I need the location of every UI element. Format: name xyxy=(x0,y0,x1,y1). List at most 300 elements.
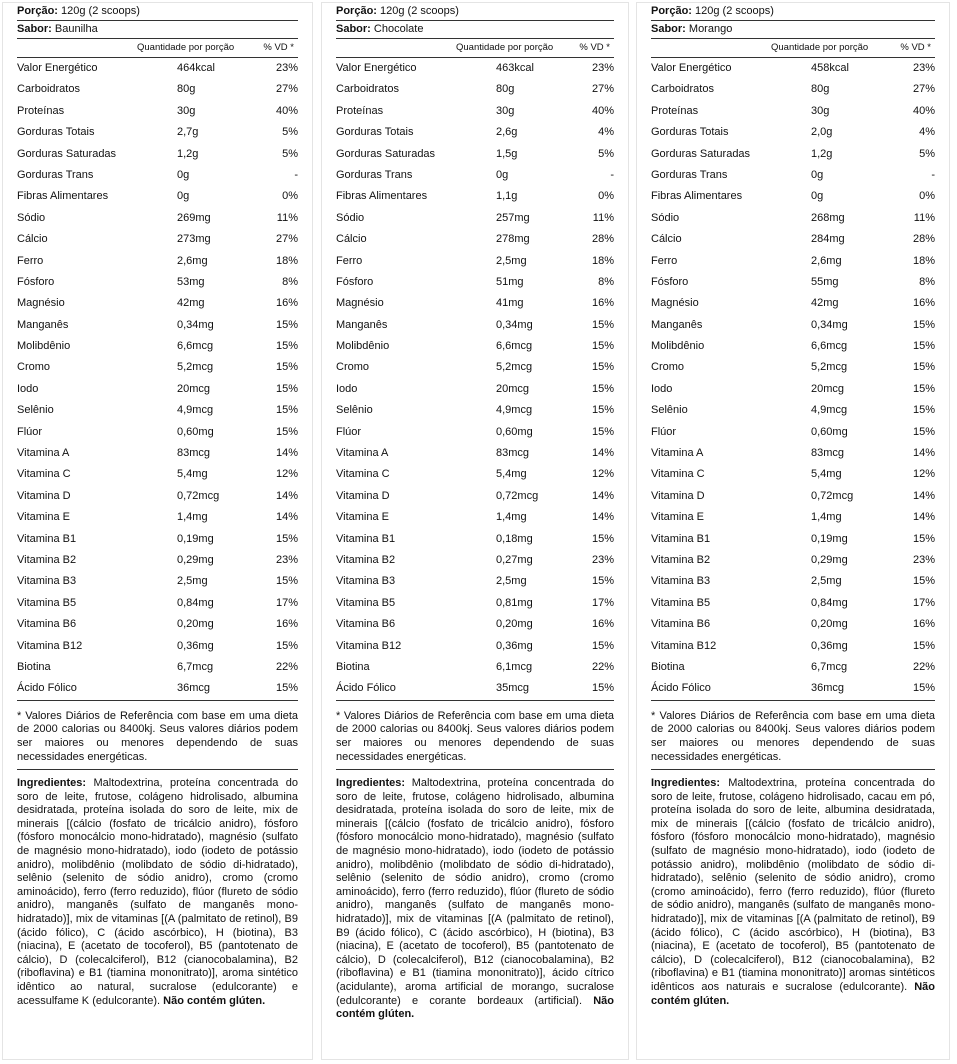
nutrient-name: Carboidratos xyxy=(336,83,399,96)
table-row xyxy=(17,293,298,314)
table-row xyxy=(17,678,298,699)
nutrient-name: Vitamina B12 xyxy=(17,639,83,652)
nutrient-name: Biotina xyxy=(651,660,685,673)
column-header-quantity: Quantidade por porção xyxy=(456,42,554,53)
flavor-label: Sabor: xyxy=(17,23,52,35)
table-row xyxy=(651,422,935,443)
nutrient-name: Gorduras Totais xyxy=(336,126,414,139)
nutrient-amount: 0,84mg xyxy=(811,596,848,609)
nutrient-daily-value: 15% xyxy=(912,682,935,695)
nutrient-amount: 42mg xyxy=(811,297,839,310)
nutrient-name: Fósforo xyxy=(651,275,689,288)
table-row xyxy=(336,443,614,464)
table-row xyxy=(17,400,298,421)
nutrient-daily-value: 17% xyxy=(591,596,614,609)
nutrient-amount: 0,19mg xyxy=(177,532,214,545)
nutrient-daily-value: 27% xyxy=(591,83,614,96)
table-row xyxy=(17,251,298,272)
table-row xyxy=(336,422,614,443)
table-row xyxy=(651,144,935,165)
nutrient-amount: 0,34mg xyxy=(496,318,533,331)
nutrient-daily-value: 16% xyxy=(275,297,298,310)
nutrient-daily-value: 16% xyxy=(275,618,298,631)
nutrient-name: Magnésio xyxy=(651,297,699,310)
nutrient-amount: 0,36mg xyxy=(177,639,214,652)
nutrient-name: Molibdênio xyxy=(17,340,71,353)
nutrient-amount: 0,29mg xyxy=(811,553,848,566)
table-row xyxy=(17,144,298,165)
table-row xyxy=(17,336,298,357)
flavor-value: Morango xyxy=(688,23,733,35)
nutrient-name: Flúor xyxy=(336,425,362,438)
nutrient-amount: 0,72mcg xyxy=(811,489,854,502)
table-row xyxy=(651,79,935,100)
nutrient-daily-value: 15% xyxy=(591,425,614,438)
nutrient-amount: 20mcg xyxy=(496,382,530,395)
nutrient-amount: 30g xyxy=(811,104,830,117)
nutrient-daily-value: 40% xyxy=(912,104,935,117)
nutrient-daily-value: - xyxy=(610,168,614,181)
nutrient-amount: 0g xyxy=(496,168,509,181)
nutrient-amount: 4,9mcg xyxy=(496,404,533,417)
nutrient-amount: 5,4mg xyxy=(496,468,527,481)
table-row xyxy=(336,165,614,186)
table-row xyxy=(336,79,614,100)
nutrition-panel xyxy=(636,2,950,1060)
nutrient-amount: 51mg xyxy=(496,275,524,288)
table-row xyxy=(651,229,935,250)
table-row xyxy=(336,550,614,571)
nutrient-daily-value: 15% xyxy=(912,340,935,353)
nutrient-daily-value: 15% xyxy=(591,340,614,353)
nutrient-name: Ácido Fólico xyxy=(651,682,711,695)
portion-label: Porção: xyxy=(336,5,377,17)
table-row xyxy=(17,186,298,207)
nutrient-daily-value: 8% xyxy=(282,275,298,288)
nutrient-daily-value: 11% xyxy=(276,211,298,224)
nutrient-daily-value: 14% xyxy=(912,511,935,524)
nutrient-amount: 1,2g xyxy=(811,147,833,160)
nutrient-name: Vitamina B5 xyxy=(336,596,396,609)
table-row xyxy=(336,251,614,272)
nutrient-name: Vitamina B6 xyxy=(336,618,396,631)
nutrient-amount: 6,1mcg xyxy=(496,660,533,673)
nutrient-daily-value: 16% xyxy=(591,297,614,310)
nutrient-name: Vitamina B3 xyxy=(336,575,396,588)
nutrient-daily-value: 14% xyxy=(591,447,614,460)
nutrient-daily-value: 8% xyxy=(598,275,614,288)
nutrient-amount: 1,4mg xyxy=(811,511,842,524)
nutrient-name: Ácido Fólico xyxy=(336,682,396,695)
nutrient-daily-value: 27% xyxy=(275,83,298,96)
nutrient-daily-value: 23% xyxy=(912,553,935,566)
nutrient-amount: 83mcg xyxy=(811,447,845,460)
table-row xyxy=(336,272,614,293)
table-row xyxy=(17,636,298,657)
nutrient-amount: 1,4mg xyxy=(496,511,527,524)
nutrient-amount: 278mg xyxy=(496,233,530,246)
nutrient-amount: 5,2mcg xyxy=(177,361,214,374)
daily-value-footnote: * Valores Diários de Referência com base em uma dieta de 2000 calorias ou 8400kj. Seus valores diários podem ser maiores ou menores dependendo de suas necessidades energéticas. xyxy=(651,710,935,770)
nutrient-name: Vitamina B3 xyxy=(17,575,77,588)
flavor-label: Sabor: xyxy=(336,23,371,35)
flavor-line xyxy=(17,21,298,39)
nutrient-amount: 5,2mcg xyxy=(811,361,848,374)
nutrient-name: Ácido Fólico xyxy=(17,682,77,695)
nutrient-name: Vitamina B3 xyxy=(651,575,711,588)
nutrient-daily-value: 17% xyxy=(912,596,935,609)
nutrient-name: Vitamina A xyxy=(17,447,70,460)
nutrient-name: Biotina xyxy=(336,660,370,673)
nutrient-amount: 257mg xyxy=(496,211,530,224)
nutrient-daily-value: 28% xyxy=(591,233,614,246)
ingredients-list: Maltodextrina, proteína concentrada do soro de leite, frutose, colágeno hidrolisado, albumina desidratada, proteína isolada do soro de leite, mix de minerais [(cálcio (fosfato de tricálcio anidro), fósforo (fósforo monocálcio mono-hidratado), magnésio (sulfato de magnésio mono-hidratado), iodo (iodeto de potássio anidro), molibdênio (molibdato de sódio di-hidratado), selênio (selenito de sódio anidro), cromo (cromo aminoácido), ferro (ferro reduzido), flúor (flureto de sódio anidro), manganês (sulfato de manganês mono-hidratado)], mix de vitaminas [(A (palmitato de retinol), B9 (ácido fólico), C (ácido ascórbico), H (biotina), B3 (niacina), E (acetato de tocoferol), B5 (pantotenato de cálcio), D (colecalciferol), B12 (cianocobalamina), B2 (riboflavina) e B1 (tiamina mononitrato)], ácido cítrico (acidulante), aroma artificial de morango, sucralose (edulcorante) e corante bordeaux (artificial). xyxy=(336,777,614,1007)
nutrient-daily-value: 15% xyxy=(275,361,298,374)
table-row xyxy=(17,229,298,250)
nutrient-daily-value: - xyxy=(294,168,298,181)
nutrient-daily-value: 18% xyxy=(591,254,614,267)
nutrient-name: Cromo xyxy=(17,361,51,374)
daily-value-footnote: * Valores Diários de Referência com base em uma dieta de 2000 calorias ou 8400kj. Seus valores diários podem ser maiores ou menores dependendo de suas necessidades energéticas. xyxy=(336,710,614,770)
nutrient-name: Manganês xyxy=(336,318,388,331)
nutrient-name: Fósforo xyxy=(336,275,374,288)
table-row xyxy=(651,507,935,528)
table-row xyxy=(651,379,935,400)
nutrient-name: Gorduras Totais xyxy=(651,126,729,139)
nutrient-amount: 1,4mg xyxy=(177,511,208,524)
table-row xyxy=(17,58,298,79)
column-header-quantity: Quantidade por porção xyxy=(137,42,235,53)
nutrient-name: Fibras Alimentares xyxy=(336,190,428,203)
nutrient-amount: 30g xyxy=(496,104,515,117)
nutrient-name: Gorduras Trans xyxy=(651,168,728,181)
nutrient-name: Cálcio xyxy=(17,233,48,246)
table-row xyxy=(336,678,614,699)
portion-value: 120g (2 scoops) xyxy=(61,5,140,17)
nutrient-name: Vitamina B1 xyxy=(336,532,396,545)
table-row xyxy=(651,571,935,592)
table-row xyxy=(651,593,935,614)
nutrient-amount: 6,6mcg xyxy=(496,340,533,353)
nutrient-daily-value: 16% xyxy=(912,618,935,631)
table-row xyxy=(651,400,935,421)
table-row xyxy=(17,443,298,464)
table-row xyxy=(336,293,614,314)
nutrient-amount: 53mg xyxy=(177,275,205,288)
table-row xyxy=(336,357,614,378)
nutrient-amount: 80g xyxy=(177,83,196,96)
nutrient-daily-value: 15% xyxy=(275,532,298,545)
nutrient-name: Sódio xyxy=(651,211,680,224)
nutrient-amount: 0,34mg xyxy=(811,318,848,331)
nutrient-daily-value: 40% xyxy=(275,104,298,117)
nutrient-daily-value: 27% xyxy=(912,83,935,96)
nutrient-name: Molibdênio xyxy=(651,340,705,353)
table-row xyxy=(17,593,298,614)
nutrient-daily-value: 23% xyxy=(275,553,298,566)
nutrient-daily-value: 18% xyxy=(912,254,935,267)
table-row xyxy=(336,571,614,592)
nutrient-name: Vitamina B12 xyxy=(651,639,717,652)
nutrient-amount: 0,84mg xyxy=(177,596,214,609)
nutrient-amount: 5,4mg xyxy=(811,468,842,481)
column-header-daily-value: % VD * xyxy=(263,42,294,53)
nutrient-daily-value: 15% xyxy=(591,639,614,652)
nutrient-name: Carboidratos xyxy=(17,83,80,96)
nutrient-amount: 1,2g xyxy=(177,147,199,160)
nutrient-amount: 0,72mcg xyxy=(177,489,220,502)
ingredients-text xyxy=(651,777,935,1008)
nutrient-daily-value: 22% xyxy=(591,660,614,673)
nutrient-name: Cálcio xyxy=(651,233,682,246)
nutrient-daily-value: 15% xyxy=(275,425,298,438)
nutrient-name: Valor Energético xyxy=(17,62,98,74)
nutrient-amount: 0,72mcg xyxy=(496,489,539,502)
nutrient-name: Gorduras Trans xyxy=(17,168,94,181)
nutrient-name: Vitamina D xyxy=(336,489,390,502)
table-row xyxy=(17,614,298,635)
table-row xyxy=(17,165,298,186)
nutrient-daily-value: 23% xyxy=(591,553,614,566)
nutrient-name: Selênio xyxy=(17,404,54,417)
table-row xyxy=(651,165,935,186)
nutrient-name: Manganês xyxy=(17,318,69,331)
nutrient-amount: 5,2mcg xyxy=(496,361,533,374)
table-row xyxy=(336,400,614,421)
table-row xyxy=(17,486,298,507)
flavor-value: Chocolate xyxy=(373,23,424,35)
nutrient-amount: 0,60mg xyxy=(811,425,848,438)
table-row xyxy=(651,636,935,657)
table-row xyxy=(651,357,935,378)
column-header-quantity: Quantidade por porção xyxy=(771,42,869,53)
nutrient-amount: 2,5mg xyxy=(496,575,527,588)
table-row xyxy=(651,614,935,635)
nutrient-amount: 2,5mg xyxy=(177,575,208,588)
table-row xyxy=(17,571,298,592)
nutrient-daily-value: 15% xyxy=(912,639,935,652)
nutrient-name: Vitamina D xyxy=(17,489,71,502)
portion-line xyxy=(651,3,935,21)
nutrient-amount: 55mg xyxy=(811,275,839,288)
nutrient-name: Sódio xyxy=(17,211,46,224)
nutrient-daily-value: 22% xyxy=(275,660,298,673)
nutrient-name: Proteínas xyxy=(336,104,384,117)
nutrient-daily-value: 15% xyxy=(275,682,298,695)
nutrient-daily-value: 22% xyxy=(912,660,935,673)
table-row xyxy=(651,678,935,699)
daily-value-footnote: * Valores Diários de Referência com base em uma dieta de 2000 calorias ou 8400kj. Seus valores diários podem ser maiores ou menores dependendo de suas necessidades energéticas. xyxy=(17,710,298,770)
nutrient-name: Iodo xyxy=(336,382,358,395)
nutrient-daily-value: 4% xyxy=(598,126,614,139)
nutrient-daily-value: 15% xyxy=(275,340,298,353)
nutrition-table xyxy=(651,58,935,701)
nutrient-amount: 1,1g xyxy=(496,190,518,203)
ingredients-label: Ingredientes: xyxy=(336,777,406,790)
table-row xyxy=(17,208,298,229)
nutrient-daily-value: 14% xyxy=(275,511,298,524)
nutrient-name: Fibras Alimentares xyxy=(651,190,743,203)
nutrient-name: Vitamina C xyxy=(336,468,390,481)
nutrient-amount: 6,7mcg xyxy=(811,660,848,673)
nutrient-amount: 268mg xyxy=(811,211,845,224)
nutrient-amount: 41mg xyxy=(496,297,524,310)
nutrient-amount: 83mcg xyxy=(496,447,530,460)
table-row xyxy=(17,422,298,443)
table-row xyxy=(651,186,935,207)
nutrient-daily-value: 16% xyxy=(912,297,935,310)
table-row xyxy=(651,486,935,507)
table-row xyxy=(336,593,614,614)
nutrient-daily-value: 0% xyxy=(919,190,935,203)
ingredients-label: Ingredientes: xyxy=(651,777,721,790)
nutrient-amount: 273mg xyxy=(177,233,211,246)
nutrient-amount: 4,9mcg xyxy=(177,404,214,417)
nutrient-amount: 0,20mg xyxy=(177,618,214,631)
table-header xyxy=(17,39,298,58)
nutrient-daily-value: 5% xyxy=(282,126,298,139)
nutrient-amount: 80g xyxy=(496,83,515,96)
nutrient-amount: 0,34mg xyxy=(177,318,214,331)
nutrient-amount: 4,9mcg xyxy=(811,404,848,417)
portion-line xyxy=(336,3,614,21)
table-row xyxy=(17,379,298,400)
nutrient-daily-value: 15% xyxy=(275,318,298,331)
nutrient-amount: 0,20mg xyxy=(496,618,533,631)
nutrient-amount: 6,6mcg xyxy=(811,340,848,353)
nutrient-name: Vitamina B1 xyxy=(651,532,711,545)
panel-content xyxy=(336,3,614,1022)
nutrient-amount: 0,81mg xyxy=(496,596,533,609)
nutrient-daily-value: 14% xyxy=(912,447,935,460)
nutrient-daily-value: 18% xyxy=(275,254,298,267)
nutrient-amount: 0,29mg xyxy=(177,553,214,566)
table-row xyxy=(336,186,614,207)
nutrient-amount: 0,20mg xyxy=(811,618,848,631)
nutrient-name: Cromo xyxy=(336,361,370,374)
nutrient-amount: 464kcal xyxy=(177,62,215,74)
table-row xyxy=(336,657,614,678)
table-row xyxy=(336,379,614,400)
nutrient-daily-value: 40% xyxy=(591,104,614,117)
nutrient-name: Vitamina E xyxy=(336,511,389,524)
nutrient-name: Vitamina B2 xyxy=(336,553,396,566)
table-row xyxy=(336,486,614,507)
nutrient-name: Ferro xyxy=(17,254,44,267)
nutrient-daily-value: 8% xyxy=(919,275,935,288)
nutrient-daily-value: 15% xyxy=(591,382,614,395)
nutrient-amount: 6,7mcg xyxy=(177,660,214,673)
table-row xyxy=(336,144,614,165)
nutrient-name: Sódio xyxy=(336,211,365,224)
nutrient-name: Cromo xyxy=(651,361,685,374)
nutrient-amount: 83mcg xyxy=(177,447,211,460)
nutrient-amount: 2,7g xyxy=(177,126,199,139)
nutrient-amount: 36mcg xyxy=(811,682,845,695)
nutrient-name: Valor Energético xyxy=(651,62,732,74)
nutrient-name: Gorduras Saturadas xyxy=(336,147,436,160)
nutrient-daily-value: 5% xyxy=(598,147,614,160)
table-row xyxy=(336,464,614,485)
nutrient-name: Vitamina D xyxy=(651,489,705,502)
nutrient-name: Iodo xyxy=(651,382,673,395)
table-row xyxy=(336,122,614,143)
flavor-value: Baunilha xyxy=(54,23,98,35)
nutrient-name: Vitamina A xyxy=(336,447,389,460)
table-row xyxy=(651,464,935,485)
table-row xyxy=(17,101,298,122)
nutrient-name: Vitamina E xyxy=(17,511,70,524)
nutrient-daily-value: 17% xyxy=(275,596,298,609)
nutrient-name: Magnésio xyxy=(336,297,384,310)
table-row xyxy=(651,58,935,79)
table-row xyxy=(17,550,298,571)
nutrient-daily-value: 15% xyxy=(912,382,935,395)
nutrient-amount: 0,36mg xyxy=(811,639,848,652)
nutrient-name: Ferro xyxy=(336,254,363,267)
nutrient-amount: 0,60mg xyxy=(496,425,533,438)
table-row xyxy=(336,336,614,357)
table-row xyxy=(651,208,935,229)
nutrient-daily-value: 16% xyxy=(591,618,614,631)
table-row xyxy=(336,529,614,550)
nutrient-name: Magnésio xyxy=(17,297,65,310)
nutrient-amount: 2,6mg xyxy=(177,254,208,267)
nutrient-daily-value: 12% xyxy=(275,468,298,481)
nutrient-name: Carboidratos xyxy=(651,83,714,96)
nutrient-name: Fibras Alimentares xyxy=(17,190,109,203)
table-row xyxy=(336,229,614,250)
nutrient-daily-value: 15% xyxy=(275,382,298,395)
nutrient-name: Vitamina C xyxy=(651,468,705,481)
nutrient-daily-value: 27% xyxy=(275,233,298,246)
nutrient-amount: 0g xyxy=(177,190,190,203)
nutrient-amount: 6,6mcg xyxy=(177,340,214,353)
nutrient-amount: 35mcg xyxy=(496,682,530,695)
gluten-statement: Não contém glúten. xyxy=(163,994,266,1007)
nutrient-daily-value: - xyxy=(931,168,935,181)
nutrient-daily-value: 15% xyxy=(275,575,298,588)
nutrient-daily-value: 0% xyxy=(598,190,614,203)
ingredients-list: Maltodextrina, proteína concentrada do soro de leite, frutose, colágeno hidrolisado, cacau em pó, proteína isolada do soro de leite, albumina desidratada, mix de minerais [(cálcio (fosfato de tricálcio anidro), fósforo (fósforo monocálcio mono-hidratado), magnésio (sulfato de magnésio mono-hidratado), iodo (iodeto de potássio anidro), molibdênio (molibdato de sódio di-hidratado), selênio (selenito de sódio anidro), cromo (cromo aminoácido), ferro (ferro reduzido), flúor (flureto de sódio anidro), manganês (sulfato de manganês mono-hidratado)], mix de vitaminas [(A (palmitato de retinol), B9 (ácido fólico), C (ácido ascórbico), H (biotina), B3 (niacina), E (acetato de tocoferol), B5 (pantotenato de cálcio), D (colecalciferol), B12 (cianocobalamina), B2 (riboflavina) e B1 (tiamina mononitrato)] aromas sintéticos idênticos aos naturais e sucralose (edulcorante). xyxy=(651,777,935,993)
nutrient-amount: 20mcg xyxy=(811,382,845,395)
nutrient-name: Proteínas xyxy=(651,104,699,117)
ingredients-text xyxy=(17,777,298,1008)
portion-value: 120g (2 scoops) xyxy=(695,5,774,17)
nutrient-name: Proteínas xyxy=(17,104,65,117)
table-row xyxy=(651,251,935,272)
table-row xyxy=(651,122,935,143)
table-row xyxy=(336,208,614,229)
table-row xyxy=(651,101,935,122)
nutrient-daily-value: 15% xyxy=(591,575,614,588)
nutrient-name: Vitamina C xyxy=(17,468,71,481)
nutrient-amount: 30g xyxy=(177,104,196,117)
nutrient-amount: 0g xyxy=(811,168,824,181)
table-row xyxy=(17,657,298,678)
nutrient-daily-value: 15% xyxy=(912,425,935,438)
portion-label: Porção: xyxy=(651,5,692,17)
nutrient-name: Gorduras Totais xyxy=(17,126,95,139)
nutrient-daily-value: 15% xyxy=(591,318,614,331)
nutrient-daily-value: 14% xyxy=(591,511,614,524)
nutrient-amount: 20mcg xyxy=(177,382,211,395)
ingredients-list: Maltodextrina, proteína concentrada do soro de leite, frutose, colágeno hidrolisado, albumina desidratada, proteína isolada do soro de leite, mix de minerais [(cálcio (fosfato de tricálcio anidro), fósforo (fósforo monocálcio mono-hidratado), magnésio (sulfato de magnésio mono-hidratado), iodo (iodeto de potássio anidro), molibdênio (molibdato de sódio di-hidratado), selênio (selenito de sódio anidro), cromo (cromo aminoácido), ferro (ferro reduzido), flúor (flureto de sódio anidro), manganês (sulfato de manganês mono-hidratado)], mix de vitaminas [(A (palmitato de retinol), B9 (ácido fólico), C (ácido ascórbico), H (biotina), B3 (niacina), E (acetato de tocoferol), B5 (pantotenato de cálcio), D (colecalciferol), B12 (cianocobalamina), B2 (riboflavina) e B1 (tiamina mononitrato)], aroma sintético idêntico ao natural, sucralose (edulcorante) e acessulfame K (edulcorante). xyxy=(17,777,298,1007)
table-row xyxy=(17,272,298,293)
nutrient-name: Vitamina B6 xyxy=(17,618,77,631)
table-row xyxy=(17,529,298,550)
nutrient-name: Iodo xyxy=(17,382,39,395)
